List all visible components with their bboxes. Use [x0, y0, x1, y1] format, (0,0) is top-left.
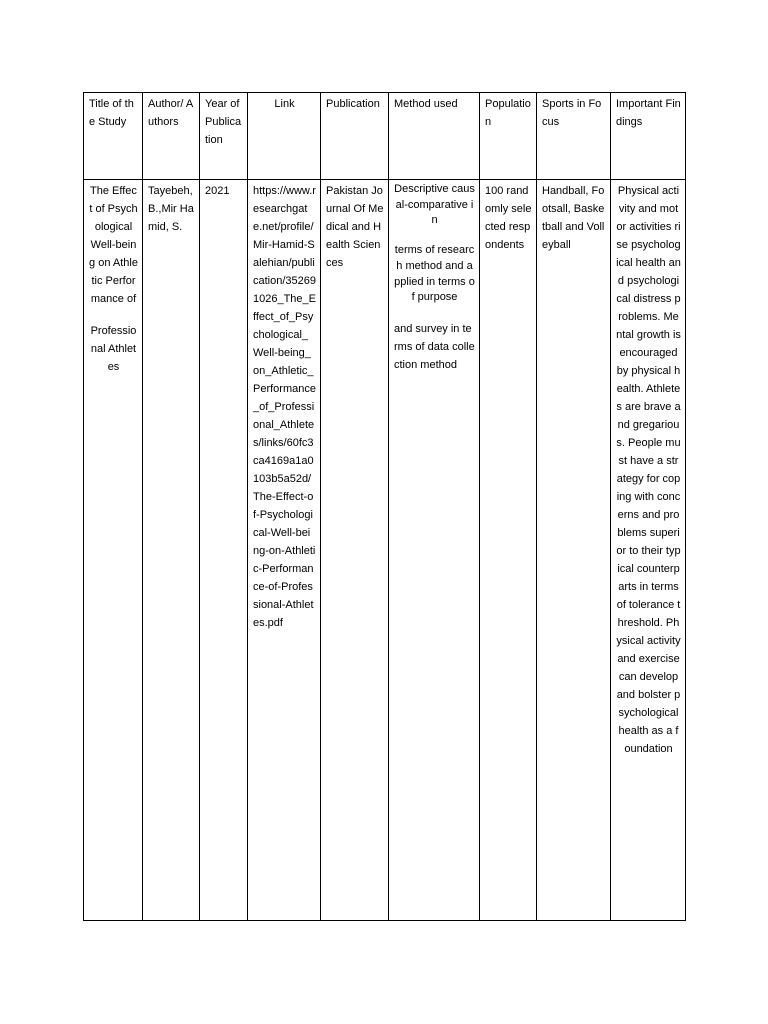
cell-population: 100 randomly selected respondents	[480, 180, 537, 921]
cell-year: 2021	[200, 180, 248, 921]
cell-authors: Tayebeh, B.,Mir Hamid, S.	[143, 180, 200, 921]
header-sports-in-focus: Sports in Focus	[537, 93, 611, 180]
method-text-part3: and survey in terms of data collection method	[394, 322, 475, 371]
cell-findings: Physical activity and motor activities rise psychological health and psychological distress problems. Mental growth is encouraged by physical health. Athletes are brave and gregarious. People must have a strategy for coping with concerns and problems superior to their typical counterparts in terms of tolerance threshold. Physical activity and exercise can develop and bolster psychological health as a foundation	[611, 180, 686, 921]
header-link: Link	[248, 93, 321, 180]
header-important-findings: Important Findings	[611, 93, 686, 180]
header-publication: Publication	[321, 93, 389, 180]
title-text-part1: The Effect of Psychological Well-being on Athletic Performance of	[89, 185, 138, 305]
header-row	[84, 93, 686, 180]
method-text-part2: terms of research method and applied in terms of purpose	[394, 244, 475, 304]
method-text-part1: Descriptive causal-comparative in	[394, 183, 475, 227]
header-population: Population	[480, 93, 537, 180]
header-year-of-publication: Year of Publication	[200, 93, 248, 180]
literature-review-table	[83, 92, 686, 921]
cell-link[interactable]: https://www.researchgate.net/profile/Mir-Hamid-Salehian/publication/352691026_The_Effect_of_Psychological_Well-being_on_Athletic_Performance_of_Professional_Athletes/links/60fc3ca4169a1a0103b5a52d/The-Effect-of-Psychological-Well-being-on-Athletic-Performance-of-Professional-Athletes.pdf	[248, 180, 321, 921]
header-authors: Author/ Authors	[143, 93, 200, 180]
cell-sports: Handball, Footsall, Basketball and Volleyball	[537, 180, 611, 921]
table-row	[84, 180, 686, 921]
cell-publication: Pakistan Journal Of Medical and Health Sciences	[321, 180, 389, 921]
title-text-part2: Professional Athletes	[90, 325, 137, 373]
cell-title	[84, 180, 143, 921]
header-title-of-study: Title of the Study	[84, 93, 143, 180]
header-method-used: Method used	[389, 93, 480, 180]
cell-method	[389, 180, 480, 921]
